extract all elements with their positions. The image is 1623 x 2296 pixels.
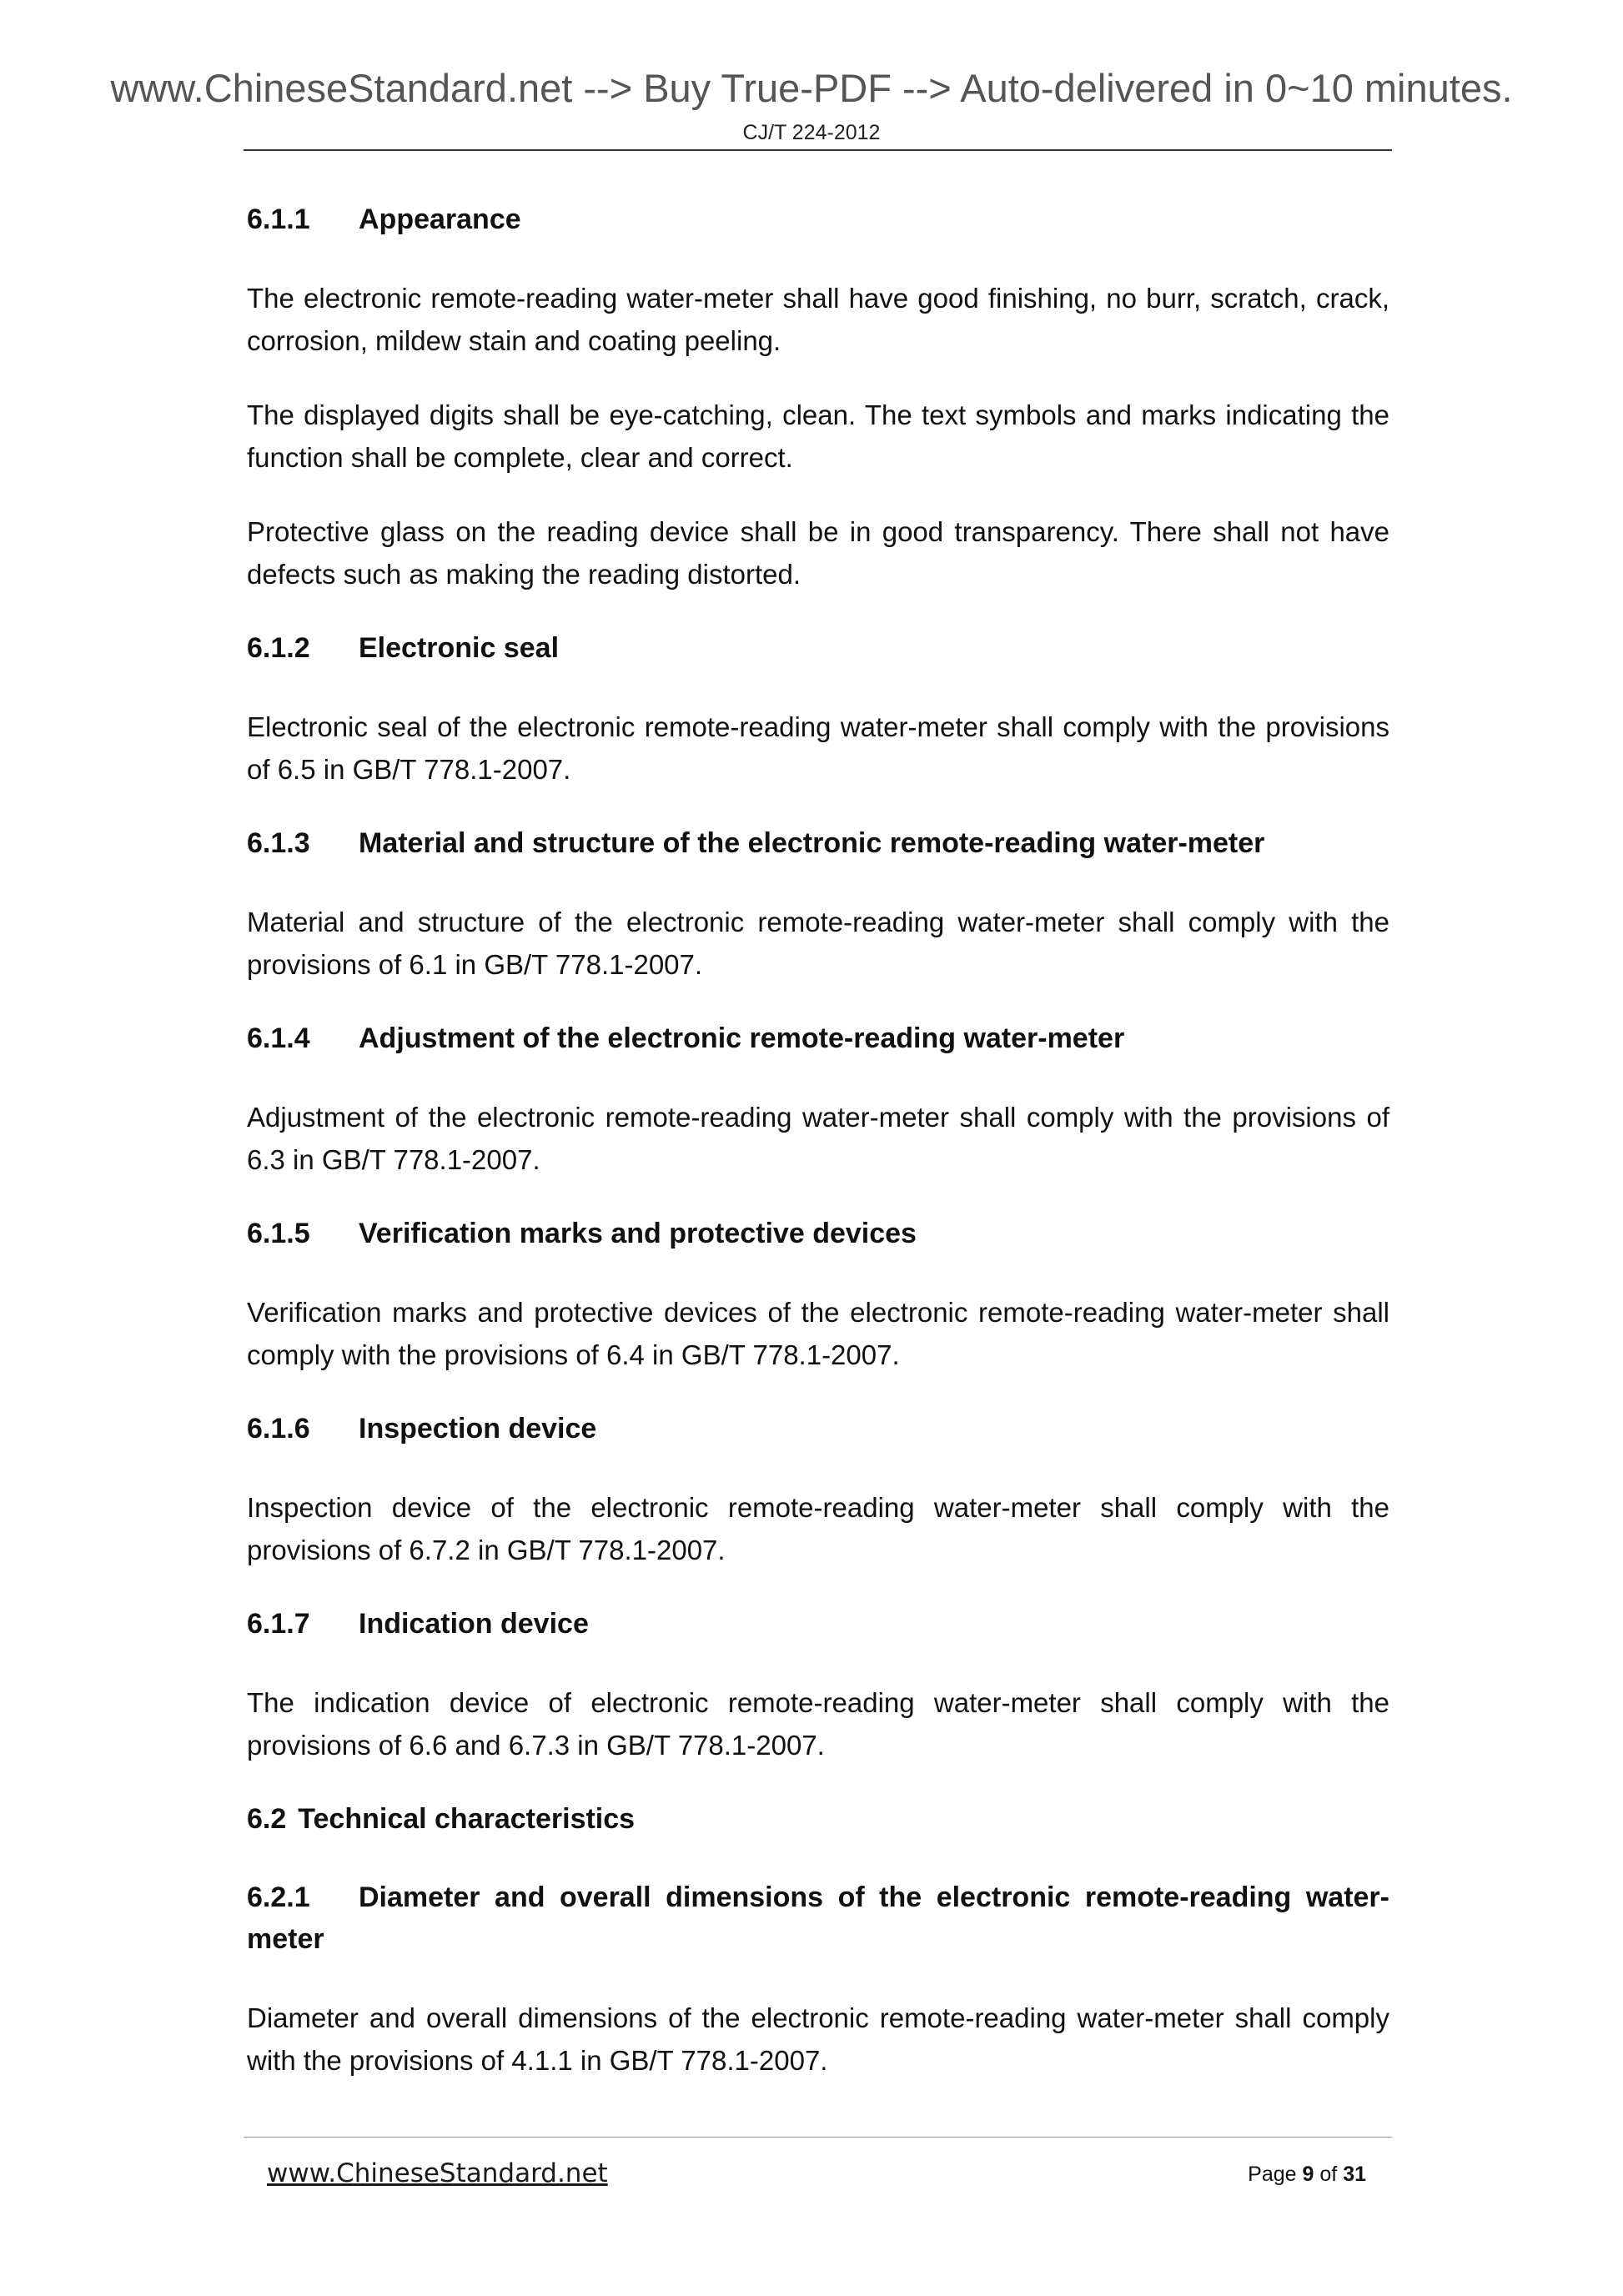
section-number: 6.2.1 — [247, 1882, 310, 1913]
section-title: Indication device — [359, 1608, 589, 1640]
section-title: Material and structure of the electronic remote-reading water-meter — [359, 827, 1265, 859]
section-title: Appearance — [359, 203, 521, 235]
paragraph: Material and structure of the electronic remote-reading water-meter shall comply with the provisions of 6.1 in GB/T 778.1-2007. — [247, 907, 1389, 980]
section-number: 6.1.1 — [247, 203, 310, 235]
paragraph: The displayed digits shall be eye-catching, clean. The text symbols and marks indicating the function shall be complete, clear and correct. — [247, 399, 1389, 473]
paragraph: The electronic remote-reading water-meter shall have good finishing, no burr, scratch, crack, corrosion, mildew stain and coating peeling. — [247, 283, 1389, 356]
paragraph: Electronic seal of the electronic remote-reading water-meter shall comply with the provisions of 6.5 in GB/T 778.1-2007. — [247, 711, 1389, 785]
page-current: 9 — [1302, 2163, 1314, 2186]
paragraph: Inspection device of the electronic remote-reading water-meter shall comply with the provisions of 6.7.2 in GB/T 778.1-2007. — [247, 1492, 1389, 1565]
section-number: 6.1.5 — [247, 1218, 310, 1249]
paragraph: Protective glass on the reading device shall be in good transparency. There shall not have defects such as making the reading distorted. — [247, 516, 1389, 590]
section-number: 6.1.7 — [247, 1608, 310, 1640]
section-number: 6.1.3 — [247, 827, 310, 859]
section-heading — [247, 1408, 1389, 1449]
document-code: CJ/T 224-2012 — [742, 121, 881, 144]
section-title: Verification marks and protective devices — [359, 1218, 917, 1249]
header-rule — [244, 149, 1392, 151]
paragraph: Adjustment of the electronic remote-reading water-meter shall comply with the provisions of 6.3 in GB/T 778.1-2007. — [247, 1102, 1389, 1175]
section-heading — [247, 1213, 1389, 1254]
section-title: Inspection device — [359, 1413, 597, 1444]
section-heading — [247, 1876, 1389, 1960]
document-body — [247, 198, 1389, 2113]
section-number: 6.2 — [247, 1803, 287, 1835]
section-title: Electronic seal — [359, 632, 560, 664]
section-number: 6.1.4 — [247, 1022, 310, 1054]
footer-rule — [244, 2137, 1392, 2138]
section-heading — [247, 1017, 1389, 1059]
section-heading — [247, 627, 1389, 669]
section-heading — [247, 1798, 1389, 1840]
section-heading — [247, 1603, 1389, 1645]
section-heading — [247, 198, 1389, 240]
section-number: 6.1.6 — [247, 1413, 310, 1444]
page-of: of — [1319, 2163, 1338, 2186]
section-title: Diameter and overall dimensions of the electronic remote-reading water-meter — [247, 1882, 1389, 1955]
section-title: Adjustment of the electronic remote-reading water-meter — [359, 1022, 1125, 1054]
paragraph: Diameter and overall dimensions of the electronic remote-reading water-meter shall comply with the provisions of 4.1.1 in GB/T 778.1-2007. — [247, 2002, 1389, 2076]
paragraph: The indication device of electronic remote-reading water-meter shall comply with the provisions of 6.6 and 6.7.3 in GB/T 778.1-2007. — [247, 1687, 1389, 1761]
page-prefix: Page — [1248, 2163, 1297, 2186]
section-title: Technical characteristics — [298, 1803, 636, 1835]
top-banner: www.ChineseStandard.net --> Buy True-PDF --> Auto-delivered in 0~10 minutes. — [110, 66, 1513, 110]
page-number — [1248, 2160, 1366, 2188]
footer-site-link[interactable]: www.ChineseStandard.net — [267, 2158, 608, 2188]
section-heading — [247, 822, 1389, 864]
paragraph: Verification marks and protective devices of the electronic remote-reading water-meter shall comply with the provisions of 6.4 in GB/T 778.1-2007. — [247, 1297, 1389, 1370]
section-number: 6.1.2 — [247, 632, 310, 664]
page-total: 31 — [1343, 2163, 1366, 2186]
